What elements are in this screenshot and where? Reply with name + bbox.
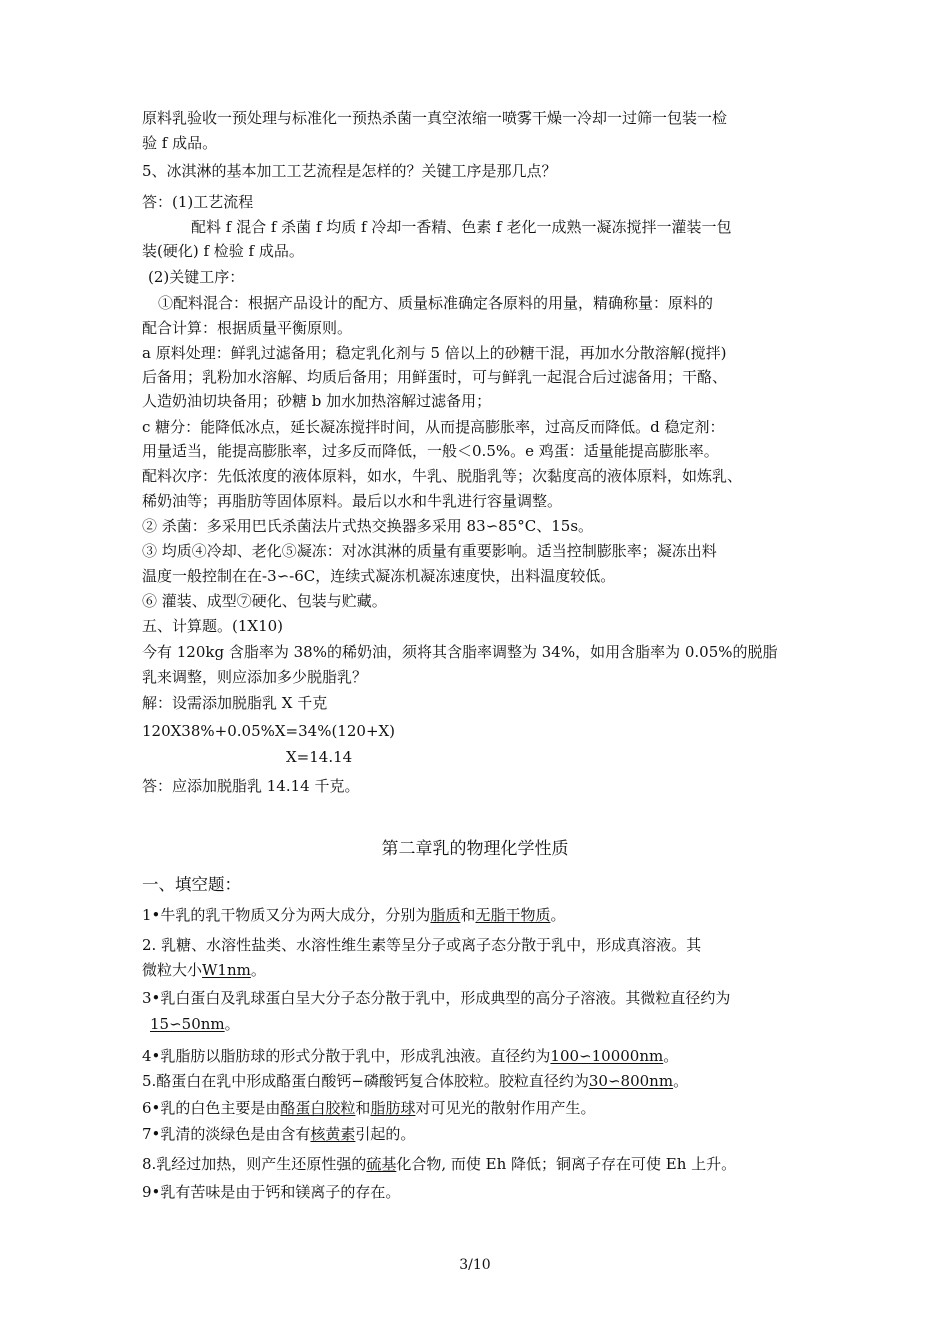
answer-blank: 脂肪球 [370,1099,416,1117]
equation-result: X=14.14 [286,748,353,766]
equation-line: 120X38%+0.05%X=34%(120+X) [142,722,396,740]
section-heading: 五、计算题。(1X10) [142,617,284,635]
text-line: 配料次序：先低浓度的液体原料，如水，牛乳、脱脂乳等；次黏度高的液体原料，如炼乳、 [142,467,743,485]
key-steps-heading: (2)关键工序： [148,268,245,286]
text-line: 稀奶油等；再脂肪等固体原料。最后以水和牛乳进行容量调整。 [142,492,563,510]
text-line: 今有 120kg 含脂率为 38%的稀奶油，须将其含脂率调整为 34%，如用含脂率为 0.05%的脱脂 [142,643,778,661]
answer-blank: 30∽800nm [588,1072,674,1090]
fill-blank-6: 6•乳的白色主要是由酪蛋白胶粒和脂肪球对可见光的散射作用产生。 [142,1099,596,1117]
fill-blank-3-cont: 15∽50nm。 [150,1015,240,1033]
text-line: ② 杀菌：多采用巴氏杀菌法片式热交换器多采用 83∽85°C、15s。 [142,517,594,535]
text-line: 配合计算：根据质量平衡原则。 [142,319,353,337]
chapter-title: 第二章乳的物理化学性质 [381,839,569,859]
text-line: 用量适当，能提高膨胀率，过多反而降低，一般＜0.5%。e 鸡蛋：适量能提高膨胀率。 [142,442,719,460]
text-line: 原料乳验收一预处理与标准化一预热杀菌一真空浓缩一喷雾干燥一冷却一过筛一包装一检 [142,109,728,127]
fill-blank-9: 9•乳有苦味是由于钙和镁离子的存在。 [142,1183,401,1201]
text-line: 乳来调整，则应添加多少脱脂乳？ [142,668,368,686]
answer-blank: 核黄素 [310,1125,356,1143]
fill-blank-8: 8.乳经过加热，则产生还原性强的硫基化合物, 而使 Eh 降低；铜离子存在可使 Eh 上升。 [142,1155,737,1173]
text-line: 后备用；乳粉加水溶解、均质后备用；用鲜蛋时，可与鲜乳一起混合后过滤备用；干酪、 [142,368,728,386]
fill-blank-3: 3•乳白蛋白及乳球蛋白呈大分子态分散于乳中，形成典型的高分子溶液。其微粒直径约为 [142,989,731,1007]
answer-blank: 酪蛋白胶粒 [280,1099,356,1117]
fill-blank-1: 1•牛乳的乳干物质又分为两大成分，分别为脂质和无脂干物质。 [142,906,566,924]
text-line: c 糖分：能降低冰点，延长凝冻搅拌时间，从而提高膨胀率，过高反而降低。d 稳定剂： [142,418,725,436]
text-line: 验 f 成品。 [142,134,218,152]
process-flow-line: 装(硬化) f 检验 f 成品。 [142,242,304,260]
question-5: 5、冰淇淋的基本加工工艺流程是怎样的？关键工序是那几点？ [142,162,557,180]
text-line: ⑥ 灌装、成型⑦硬化、包装与贮藏。 [142,592,387,610]
fill-blank-4: 4•乳脂肪以脂肪球的形式分散于乳中，形成乳浊液。直径约为100∽10000nm。 [142,1047,679,1065]
answer-blank: W1nm [202,961,251,979]
answer-blank: 无脂干物质 [475,906,551,924]
fill-blank-7: 7•乳清的淡绿色是由含有核黄素引起的。 [142,1125,416,1143]
answer-blank: 15∽50nm [150,1015,225,1033]
fill-blank-2: 2. 乳糖、水溶性盐类、水溶性维生素等呈分子或离子态分散于乳中，形成真溶液。其 [142,936,702,954]
page-number: 3/10 [459,1257,491,1273]
text-line: ③ 均质④冷却、老化⑤凝冻：对冰淇淋的质量有重要影响。适当控制膨胀率；凝冻出料 [142,542,717,560]
text-line: 温度一般控制在在-3∽-6C，连续式凝冻机凝冻速度快，出料温度较低。 [142,567,616,585]
answer-blank: 脂质 [430,906,461,924]
final-answer: 答：应添加脱脂乳 14.14 千克。 [142,777,360,795]
solution-line: 解：设需添加脱脂乳 X 千克 [142,694,328,712]
section-heading: 一、填空题： [142,875,241,894]
fill-blank-5: 5.酪蛋白在乳中形成酪蛋白酸钙−磷酸钙复合体胶粒。胶粒直径约为30∽800nm。 [142,1072,689,1090]
text-line: ①配料混合：根据产品设计的配方、质量标准确定各原料的用量，精确称量：原料的 [158,294,714,312]
fill-blank-2-cont: 微粒大小W1nm。 [142,961,266,979]
text-line: a 原料处理：鲜乳过滤备用；稳定乳化剂与 5 倍以上的砂糖干混，再加水分散溶解(搅拌) [142,344,727,362]
process-flow-line: 配料 f 混合 f 杀菌 f 均质 f 冷却一香精、色素 f 老化一成熟一凝冻搅拌一灌装一包 [191,218,732,236]
answer-blank: 硫基 [366,1155,397,1173]
answer-blank: 100∽10000nm [550,1047,664,1065]
text-line: 人造奶油切块备用；砂糖 b 加水加热溶解过滤备用； [142,392,492,410]
answer-heading: 答：(1)工艺流程 [142,193,254,211]
